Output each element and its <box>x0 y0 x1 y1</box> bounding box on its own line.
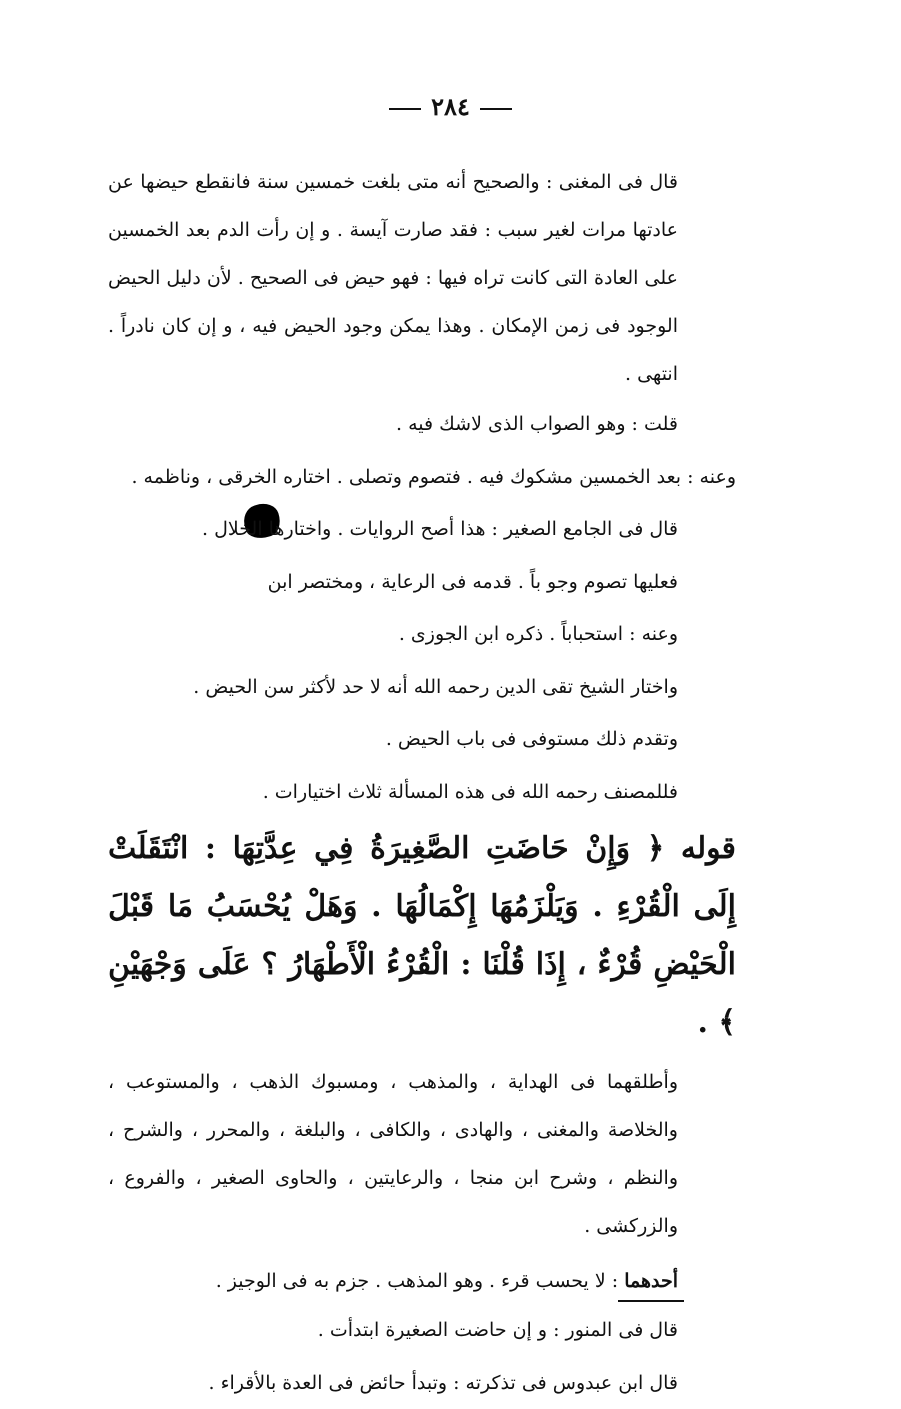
line-ibn-abdus: قال ابن عبدوس فى تذكرته : وتبدأ حائض فى العدة بالأقراء . <box>108 1357 736 1409</box>
ahaduhuma-text: : لا يحسب قرء . وهو المذهب . جزم به فى الوجيز . <box>216 1270 618 1292</box>
paragraph-atlaqahuma: وأطلقهما فى الهداية ، والمذهب ، ومسبوك الذهب ، والمستوعب ، والخلاصة والمغنى ، والهادى ، والكافى ، والبلغة ، والمحرر ، والشرح ، والنظم ، وشرح ابن منجا ، والرعايتين ، والحاوى الصغير ، والفروع ، والزركشى . <box>108 1058 736 1250</box>
matn-quote <box>108 820 736 1052</box>
quote-lead: قوله ﴿ <box>647 831 736 866</box>
ahaduhuma-heading: أحدهما <box>624 1270 678 1292</box>
line-faalayha: فعليها تصوم وجو باً . قدمه فى الرعاية ، ومختصر ابن <box>108 556 736 609</box>
line-ikhtar-shaykh: واختار الشيخ تقى الدين رحمه الله أنه لا حد لأكثر سن الحيض . <box>108 661 736 714</box>
line-wanhu-khamsin: وعنه : بعد الخمسين مشكوك فيه . فتصوم وتصلى . اختاره الخرقى ، وناظمه . <box>108 451 736 504</box>
page-number <box>0 92 901 121</box>
paragraph-mughni: قال فى المغنى : والصحيح أنه متى بلغت خمسين سنة فانقطع حيضها عن عادتها مرات لغير سبب : فقد صارت آيسة . و إن رأت الدم بعد الخمسين على العادة التى كانت تراه فيها : فهو حيض فى الصحيح . لأن دليل الحيض الوجود فى زمن الإمكان . وهذا يمكن وجود الحيض فيه ، و إن كان نادراً . انتهى . <box>108 158 736 398</box>
line-qultu: قلت : وهو الصواب الذى لاشك فيه . <box>108 398 736 451</box>
page-number-text: ٢٨٤ <box>431 92 470 121</box>
page-body <box>108 158 736 1409</box>
line-istihbaban: وعنه : استحباباً . ذكره ابن الجوزى . <box>108 608 736 661</box>
line-taqaddam: وتقدم ذلك مستوفى فى باب الحيض . <box>108 713 736 766</box>
line-ahaduhuma <box>108 1258 736 1304</box>
line-munawwar: قال فى المنور : و إن حاضت الصغيرة ابتدأت . <box>108 1304 736 1357</box>
line-lilmusannif: فللمصنف رحمه الله فى هذه المسألة ثلاث اختيارات . <box>108 766 736 819</box>
page-number-dash-right <box>480 108 512 110</box>
page-number-dash-left <box>389 108 421 110</box>
quote-text: وَإِنْ حَاضَتِ الصَّغِيرَةُ فِي عِدَّتِهَا : انْتَقَلَتْ إِلَى الْقُرْءِ . وَيَلْزَمُهَا إِكْمَالُهَا . وَهَلْ يُحْسَبُ مَا قَبْلَ الْحَيْضِ قُرْءٌ ، إِذَا قُلْنَا : الْقُرْءُ الْأَطْهَارُ ؟ عَلَى وَجْهَيْنِ ﴾ . <box>108 831 736 1040</box>
line-jami-saghir: قال فى الجامع الصغير : هذا أصح الروايات . واختارها الخلال . <box>108 503 736 556</box>
